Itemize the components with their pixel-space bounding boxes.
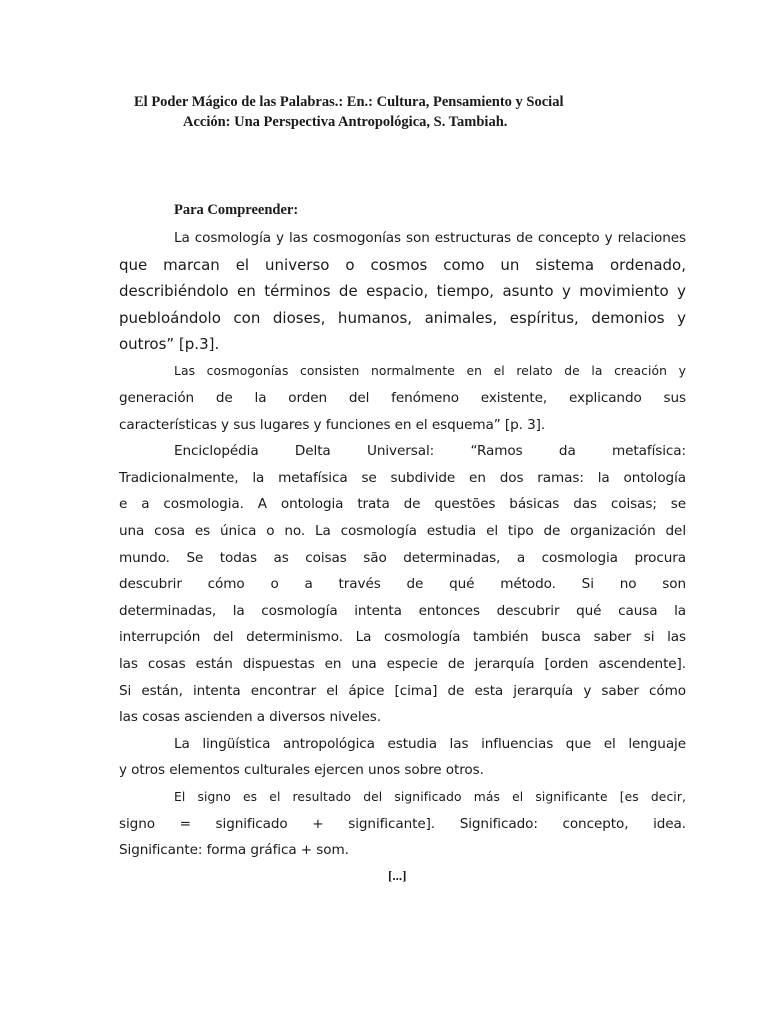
text-line: mundo. Se todas as coisas são determinadas, a cosmologia procura [119,549,686,566]
text-line: y otros elementos culturales ejercen unos sobre otros. [119,762,484,779]
text-line: generación de la orden del fenómeno existente, explicando sus [119,389,686,406]
text-line: que marcan el universo o cosmos como un sistema ordenado, [119,255,686,274]
ellipsis-marker: [...] [388,868,407,883]
paragraph-linguistica [119,731,686,784]
text-line: signo = significado + significante]. Significado: concepto, idea. [119,815,686,832]
text-line: La lingüística antropológica estudia las influencias que el lenguaje [174,735,686,752]
text-line: Significante: forma gráfica + som. [119,842,349,859]
text-line: El signo es el resultado del significado más el significante [es decir, [174,789,686,804]
text-line: características y sus lugares y funciones en el esquema” [p. 3]. [119,416,546,433]
paragraph-cosmologia [119,225,686,358]
text-line: Si están, intenta encontrar el ápice [cima] de esta jerarquía y saber cómo [119,682,686,699]
text-line: las cosas ascienden a diversos niveles. [119,709,381,726]
document-title-line-2: Acción: Una Perspectiva Antropológica, S. Tambiah. [183,114,508,130]
text-line: La cosmología y las cosmogonías son estructuras de concepto y relaciones [174,230,686,246]
document-body [119,225,686,864]
paragraph-signo [119,784,686,864]
text-line: descubrir cómo o a través de qué método. Si no son [119,576,686,593]
text-line: outros” [p.3]. [119,335,220,354]
text-line: puebloándolo con dioses, humanos, animales, espíritus, demonios y [119,308,686,327]
text-line: interrupción del determinismo. La cosmología también busca saber si las [119,629,686,646]
text-line: Tradicionalmente, la metafísica se subdivide en dos ramas: la ontología [119,469,686,486]
text-line: describiéndolo en términos de espacio, tiempo, asunto y movimiento y [119,282,686,301]
text-line: las cosas están dispuestas en una especie de jerarquía [orden ascendente]. [119,655,686,672]
text-line: Las cosmogonías consisten normalmente en el relato de la creación y [174,363,686,378]
text-line: determinadas, la cosmología intenta entonces descubrir qué causa la [119,602,686,619]
document-title-line-1: El Poder Mágico de las Palabras.: En.: Cultura, Pensamiento y Social [134,94,564,110]
paragraph-enciclopedia [119,438,686,731]
paragraph-cosmogonias [119,358,686,438]
section-heading: Para Compreender: [174,202,299,218]
text-line: Enciclopédia Delta Universal: “Ramos da metafísica: [174,443,686,460]
text-line: e a cosmologia. A ontologia trata de questões básicas das coisas; se [119,496,686,513]
text-line: una cosa es única o no. La cosmología estudia el tipo de organización del [119,522,686,539]
